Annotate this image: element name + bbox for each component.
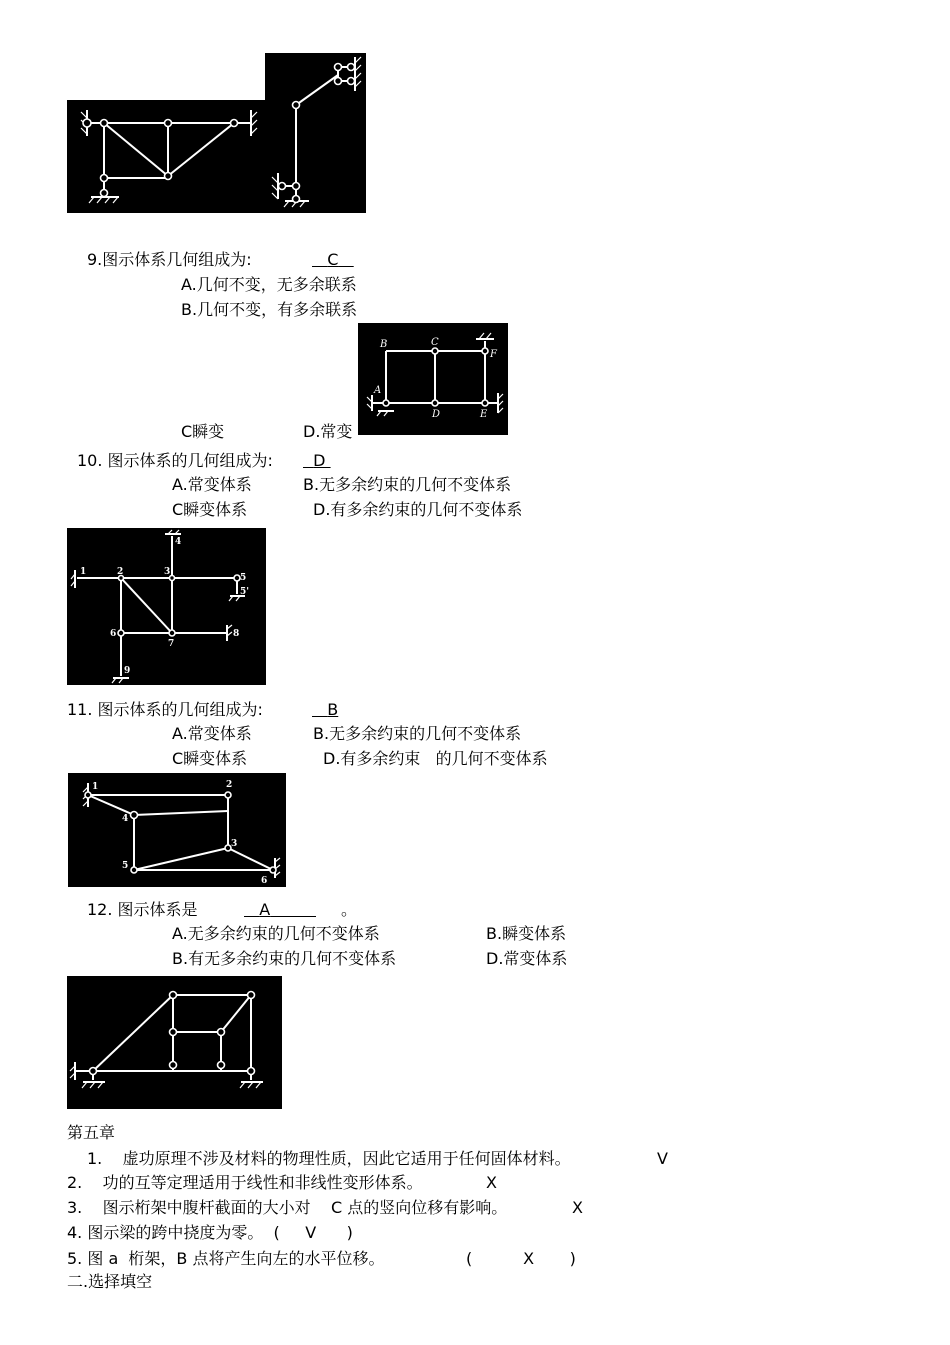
section-2-title: 二.选择填空 <box>67 1272 153 1291</box>
q11-label-2: 2 <box>226 780 233 790</box>
q11-label-5: 5 <box>122 861 129 871</box>
q11-figure <box>68 773 286 887</box>
figure-top-right <box>265 53 366 213</box>
q12-tail: 。 <box>341 900 358 919</box>
q10-label-3: 3 <box>164 567 171 577</box>
q9-answer-value: C <box>327 250 339 269</box>
q10-label-2: 2 <box>117 567 124 577</box>
q10-label-7: 7 <box>168 639 175 649</box>
q9-option-b: B.几何不变，有多余联系 <box>181 300 358 319</box>
ch5-item-3-mark: X <box>572 1198 583 1217</box>
q10-label-5prime: 5' <box>240 587 250 597</box>
q12-option-c: B.有无多余约束的几何不变体系 <box>172 949 397 968</box>
q12-figure <box>67 976 282 1109</box>
chapter-5-title: 第五章 <box>67 1123 116 1142</box>
q9-label-d: D <box>432 409 441 420</box>
q10-label-9: 9 <box>124 666 131 676</box>
q10-option-d: D.有多余约束的几何不变体系 <box>313 500 523 519</box>
q11-label-6: 6 <box>261 876 268 886</box>
q11-option-a: A.常变体系 <box>172 724 252 743</box>
q9-option-c: C瞬变 <box>181 422 225 441</box>
figure-top-left <box>67 100 265 213</box>
q10-answer <box>303 451 331 471</box>
q9-label-b: B <box>380 339 388 350</box>
q9-option-a: A.几何不变，无多余联系 <box>181 275 357 294</box>
q9-label-e: E <box>480 409 488 420</box>
q9-label-c: C <box>431 337 439 348</box>
ch5-item-1: 1. 虚功原理不涉及材料的物理性质，因此它适用于任何固体材料。 <box>87 1149 571 1168</box>
q10-label-1: 1 <box>80 567 87 577</box>
q10-option-a: A.常变体系 <box>172 475 252 494</box>
ch5-item-4: 4. 图示梁的跨中挠度为零。 ( V ) <box>67 1223 353 1242</box>
q10-label-8: 8 <box>233 629 240 639</box>
ch5-item-2-mark: X <box>486 1173 497 1192</box>
q10-stem: 10. 图示体系的几何组成为: <box>77 451 273 470</box>
q11-option-d: D.有多余约束 的几何不变体系 <box>323 749 548 768</box>
q12-option-a: A.无多余约束的几何不变体系 <box>172 924 380 943</box>
q10-option-b: B.无多余约束的几何不变体系 <box>303 475 512 494</box>
q11-answer <box>312 700 338 720</box>
q11-option-b: B.无多余约束的几何不变体系 <box>313 724 522 743</box>
ch5-item-1-mark: V <box>657 1149 668 1168</box>
q9-label-a: A <box>374 385 382 396</box>
q11-label-1: 1 <box>92 782 99 792</box>
q9-option-d: D.常变 <box>303 422 353 441</box>
q10-answer-value: D <box>313 451 326 470</box>
q11-label-4: 4 <box>122 814 129 824</box>
q12-answer-value: A <box>259 900 271 919</box>
q11-option-c: C瞬变体系 <box>172 749 248 768</box>
q11-answer-value: B <box>327 700 339 719</box>
q10-figure <box>67 528 266 685</box>
q10-label-4: 4 <box>175 537 182 547</box>
q12-option-b: B.瞬变体系 <box>486 924 567 943</box>
q12-answer <box>244 900 316 920</box>
q11-label-3: 3 <box>231 839 238 849</box>
q10-label-5: 5 <box>240 573 247 583</box>
q10-option-c: C瞬变体系 <box>172 500 248 519</box>
q9-label-f: F <box>490 349 497 360</box>
q12-option-d: D.常变体系 <box>486 949 568 968</box>
ch5-item-5: 5. 图 a 桁架，B 点将产生向左的水平位移。 <box>67 1249 385 1268</box>
q10-label-6: 6 <box>110 629 117 639</box>
q11-stem: 11. 图示体系的几何组成为: <box>67 700 263 719</box>
q9-figure <box>358 323 508 435</box>
q12-stem: 12. 图示体系是 <box>87 900 198 919</box>
ch5-item-2: 2. 功的互等定理适用于线性和非线性变形体系。 <box>67 1173 423 1192</box>
q9-answer <box>312 250 354 270</box>
ch5-item-5-mark: ( X ) <box>466 1249 576 1268</box>
ch5-item-3: 3. 图示桁架中腹杆截面的大小对 C 点的竖向位移有影响。 <box>67 1198 508 1217</box>
q9-stem: 9.图示体系几何组成为: <box>87 250 252 269</box>
